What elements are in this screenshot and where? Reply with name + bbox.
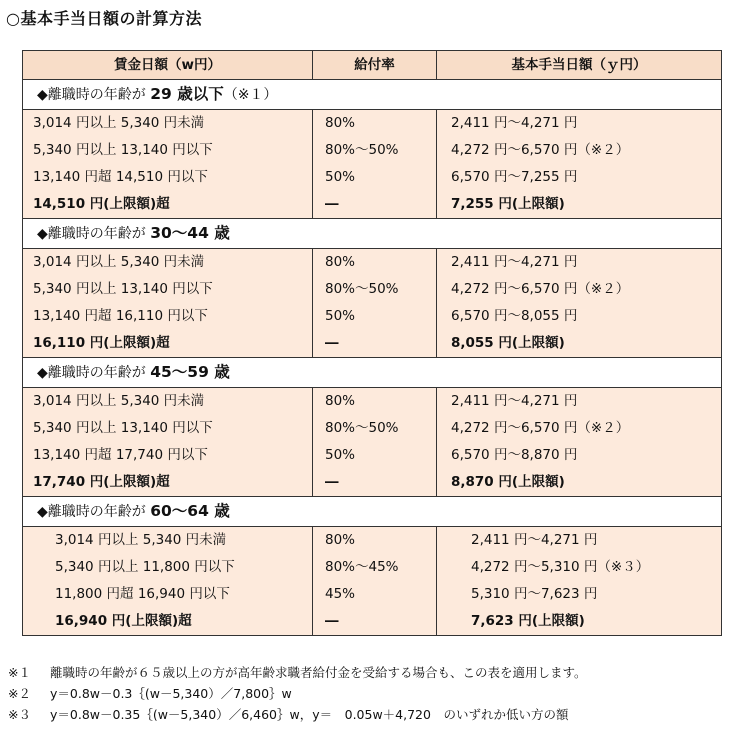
table-row <box>23 554 722 581</box>
rate-cell: 80%～45% <box>313 554 437 581</box>
table-row <box>23 442 722 469</box>
wage-cell: 17,740 円(上限額)超 <box>23 469 313 497</box>
amount-cell: 2,411 円～4,271 円 <box>437 388 722 416</box>
wage-cell: 14,510 円(上限額)超 <box>23 191 313 219</box>
table-row-cap <box>23 469 722 497</box>
rate-cell: 80% <box>313 527 437 555</box>
wage-cell: 3,014 円以上 5,340 円未満 <box>23 110 313 138</box>
wage-cell: 3,014 円以上 5,340 円未満 <box>23 249 313 277</box>
amount-cell: 8,055 円(上限額) <box>437 330 722 358</box>
wage-cell: 5,340 円以上 13,140 円以下 <box>23 137 313 164</box>
amount-cell: 6,570 円～7,255 円 <box>437 164 722 191</box>
amount-cell: 5,310 円～7,623 円 <box>437 581 722 608</box>
footnotes <box>8 662 587 725</box>
amount-cell: 4,272 円～6,570 円（※２） <box>437 137 722 164</box>
footnote-2 <box>8 683 587 704</box>
wage-cell: 11,800 円超 16,940 円以下 <box>23 581 313 608</box>
table-row <box>23 303 722 330</box>
amount-cell: 2,411 円～4,271 円 <box>437 110 722 138</box>
amount-cell: 2,411 円～4,271 円 <box>437 527 722 555</box>
page-title: ○基本手当日額の計算方法 <box>6 9 202 28</box>
wage-cell: 16,110 円(上限額)超 <box>23 330 313 358</box>
amount-cell: 6,570 円～8,870 円 <box>437 442 722 469</box>
header-amount: 基本手当日額（ｙ円） <box>437 51 722 80</box>
wage-cell: 3,014 円以上 5,340 円未満 <box>23 527 313 555</box>
wage-cell: 5,340 円以上 11,800 円以下 <box>23 554 313 581</box>
amount-cell: 2,411 円～4,271 円 <box>437 249 722 277</box>
rate-cell: ― <box>313 191 437 219</box>
table-row <box>23 415 722 442</box>
footnote-text: 離職時の年齢が６５歳以上の方が高年齢求職者給付金を受給する場合も、この表を適用します。 <box>50 665 587 680</box>
rate-cell: 80% <box>313 249 437 277</box>
footnote-3 <box>8 704 587 725</box>
table-row <box>23 527 722 555</box>
section-label: ◆離職時の年齢が 45～59 歳 <box>23 358 722 388</box>
rate-cell: 50% <box>313 303 437 330</box>
rate-cell: 80%～50% <box>313 137 437 164</box>
rate-cell: 50% <box>313 164 437 191</box>
table-row <box>23 388 722 416</box>
rate-cell: ― <box>313 469 437 497</box>
section-header <box>23 80 722 110</box>
table-row-cap <box>23 608 722 636</box>
footnote-text: y＝0.8w－0.35｛(w－5,340）／6,460｝w，y＝ 0.05w＋4,720 のいずれか低い方の額 <box>50 707 569 722</box>
table-row <box>23 164 722 191</box>
footnote-1 <box>8 662 587 683</box>
table-row <box>23 110 722 138</box>
footnote-mark: ※１ <box>8 665 31 680</box>
amount-cell: 6,570 円～8,055 円 <box>437 303 722 330</box>
wage-cell: 13,140 円超 16,110 円以下 <box>23 303 313 330</box>
footnote-mark: ※２ <box>8 686 31 701</box>
wage-cell: 13,140 円超 17,740 円以下 <box>23 442 313 469</box>
amount-cell: 4,272 円～6,570 円（※２） <box>437 415 722 442</box>
footnote-text: y＝0.8w－0.3｛(w－5,340）／7,800｝w <box>50 686 292 701</box>
wage-cell: 16,940 円(上限額)超 <box>23 608 313 636</box>
wage-cell: 13,140 円超 14,510 円以下 <box>23 164 313 191</box>
section-label: ◆離職時の年齢が 30～44 歳 <box>23 219 722 249</box>
rate-cell: 80%～50% <box>313 415 437 442</box>
header-wage: 賃金日額（w円） <box>23 51 313 80</box>
rate-cell: 50% <box>313 442 437 469</box>
header-rate: 給付率 <box>313 51 437 80</box>
section-label: ◆離職時の年齢が 29 歳以下（※１） <box>23 80 722 110</box>
rate-cell: 45% <box>313 581 437 608</box>
table-row-cap <box>23 191 722 219</box>
section-header <box>23 358 722 388</box>
rate-cell: 80% <box>313 110 437 138</box>
rate-cell: ― <box>313 608 437 636</box>
amount-cell: 7,623 円(上限額) <box>437 608 722 636</box>
amount-cell: 4,272 円～6,570 円（※２） <box>437 276 722 303</box>
table-row <box>23 249 722 277</box>
section-header <box>23 219 722 249</box>
section-label: ◆離職時の年齢が 60～64 歳 <box>23 497 722 527</box>
section-header <box>23 497 722 527</box>
table-row <box>23 581 722 608</box>
table-header-row <box>23 51 722 80</box>
rate-cell: 80% <box>313 388 437 416</box>
table-row-cap <box>23 330 722 358</box>
wage-cell: 5,340 円以上 13,140 円以下 <box>23 415 313 442</box>
table-row <box>23 276 722 303</box>
rate-cell: 80%～50% <box>313 276 437 303</box>
amount-cell: 4,272 円～5,310 円（※３） <box>437 554 722 581</box>
table-row <box>23 137 722 164</box>
wage-cell: 3,014 円以上 5,340 円未満 <box>23 388 313 416</box>
benefit-table <box>22 50 722 636</box>
rate-cell: ― <box>313 330 437 358</box>
amount-cell: 7,255 円(上限額) <box>437 191 722 219</box>
footnote-mark: ※３ <box>8 707 31 722</box>
amount-cell: 8,870 円(上限額) <box>437 469 722 497</box>
wage-cell: 5,340 円以上 13,140 円以下 <box>23 276 313 303</box>
